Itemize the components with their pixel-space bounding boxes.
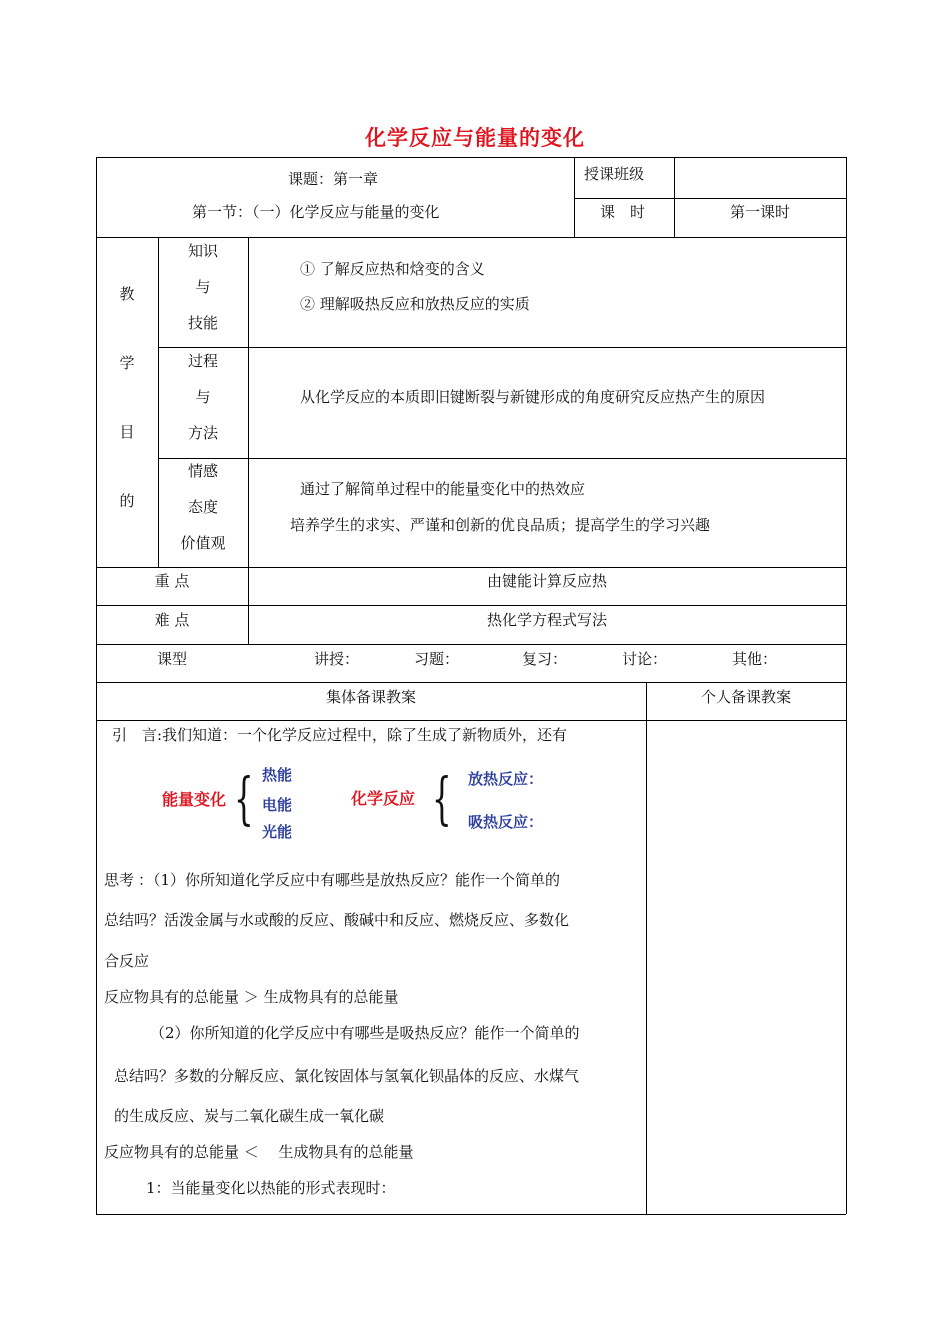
table-right-border [846,157,847,1214]
question2-conclusion: 反应物具有的总能量 ＜ 生成物具有的总能量 [104,1143,414,1161]
difficulty-label: 难 点 [154,611,190,629]
question1-line: ：（1）你所知道化学反应中有哪些是放热反应？能作一个简单的 [138,871,561,889]
right-brace: { [432,767,452,832]
emotion-label: 情感 [187,462,218,480]
objectives-label-char: 目 [119,423,135,441]
energy-change-label: 能量变化 [162,790,227,809]
divider [96,605,846,606]
topic-text: 课题：第一章 [288,170,379,188]
intro-text: 引 言:我们知道：一个化学反应过程中，除了生成了新物质外，还有 [112,726,568,744]
process-label: 过程 [187,352,218,370]
knowledge-label: 与 [195,278,211,296]
divider [96,644,846,645]
knowledge-line: ② 理解吸热反应和放热反应的实质 [300,295,530,313]
page-title: 化学反应与能量的变化 [365,126,585,150]
energy-form: 电能 [262,796,293,814]
section-text: 第一节：（一）化学反应与能量的变化 [192,203,440,221]
lesson-type-option: 讲授： [314,650,360,668]
lesson-type-option: 其他： [732,650,778,668]
question2-line: 的生成反应、炭与二氧化碳生成一氧化碳 [114,1107,385,1125]
collective-plan-header: 集体备课教案 [325,688,416,706]
divider [158,458,846,459]
emotion-line: 培养学生的求实、严谨和创新的优良品质；提高学生的学习兴趣 [290,516,711,534]
emotion-line: 通过了解简单过程中的能量变化中的热效应 [300,480,586,498]
process-line: 从化学反应的本质即旧键断裂与新键形成的角度研究反应热产生的原因 [300,388,766,406]
lesson-type-option: 复习： [522,650,568,668]
divider [96,720,846,721]
difficulty-value: 热化学方程式写法 [486,611,607,629]
emotion-label: 态度 [187,498,218,516]
question1-conclusion: 反应物具有的总能量 ＞ 生成物具有的总能量 [104,988,399,1006]
chemical-reaction-label: 化学反应 [351,789,416,808]
divider [96,567,846,568]
emotion-label: 价值观 [180,534,226,552]
question2-line: 总结吗？多数的分解反应、氯化铵固体与氢氧化钡晶体的反应、水煤气 [114,1067,580,1085]
table-top-border [96,157,846,158]
question1-line: 总结吗？活泼金属与水或酸的反应、酸碱中和反应、燃烧反应、多数化 [104,911,570,929]
divider [646,682,647,1214]
knowledge-line: ① 了解反应热和焓变的含义 [300,260,485,278]
energy-form: 热能 [262,766,293,784]
divider [158,347,846,348]
objectives-label-char: 的 [119,492,135,510]
divider [96,682,846,683]
objectives-label-char: 学 [119,354,135,372]
divider [96,237,846,238]
energy-form: 光能 [262,823,293,841]
key-point-label: 重 点 [154,572,190,590]
table-left-border [96,157,97,1214]
left-brace: { [234,767,254,832]
table-bottom-border [96,1214,846,1215]
think-label: 思考 [104,871,135,889]
question1-line: 合反应 [104,952,150,970]
lesson-type-option: 讨论： [622,650,668,668]
divider [674,157,675,237]
objectives-label-char: 教 [119,285,135,303]
lesson-type-label: 课型 [156,650,187,668]
reaction-type: 放热反应： [468,770,544,788]
process-label: 与 [195,388,211,406]
point-1: 1：当能量变化以热能的形式表现时： [146,1179,396,1197]
period-label: 课 时 [600,203,646,221]
key-point-value: 由键能计算反应热 [486,572,607,590]
process-label: 方法 [187,424,218,442]
divider [574,157,575,237]
knowledge-label: 知识 [187,242,218,260]
knowledge-label: 技能 [187,314,218,332]
personal-plan-header: 个人备课教案 [700,688,791,706]
period-value: 第一课时 [729,203,790,221]
reaction-type: 吸热反应： [468,813,544,831]
class-label: 授课班级 [584,165,645,183]
lesson-type-option: 习题： [414,650,460,668]
divider [574,198,846,199]
question2-line: （2）你所知道的化学反应中有哪些是吸热反应？能作一个简单的 [150,1024,580,1042]
